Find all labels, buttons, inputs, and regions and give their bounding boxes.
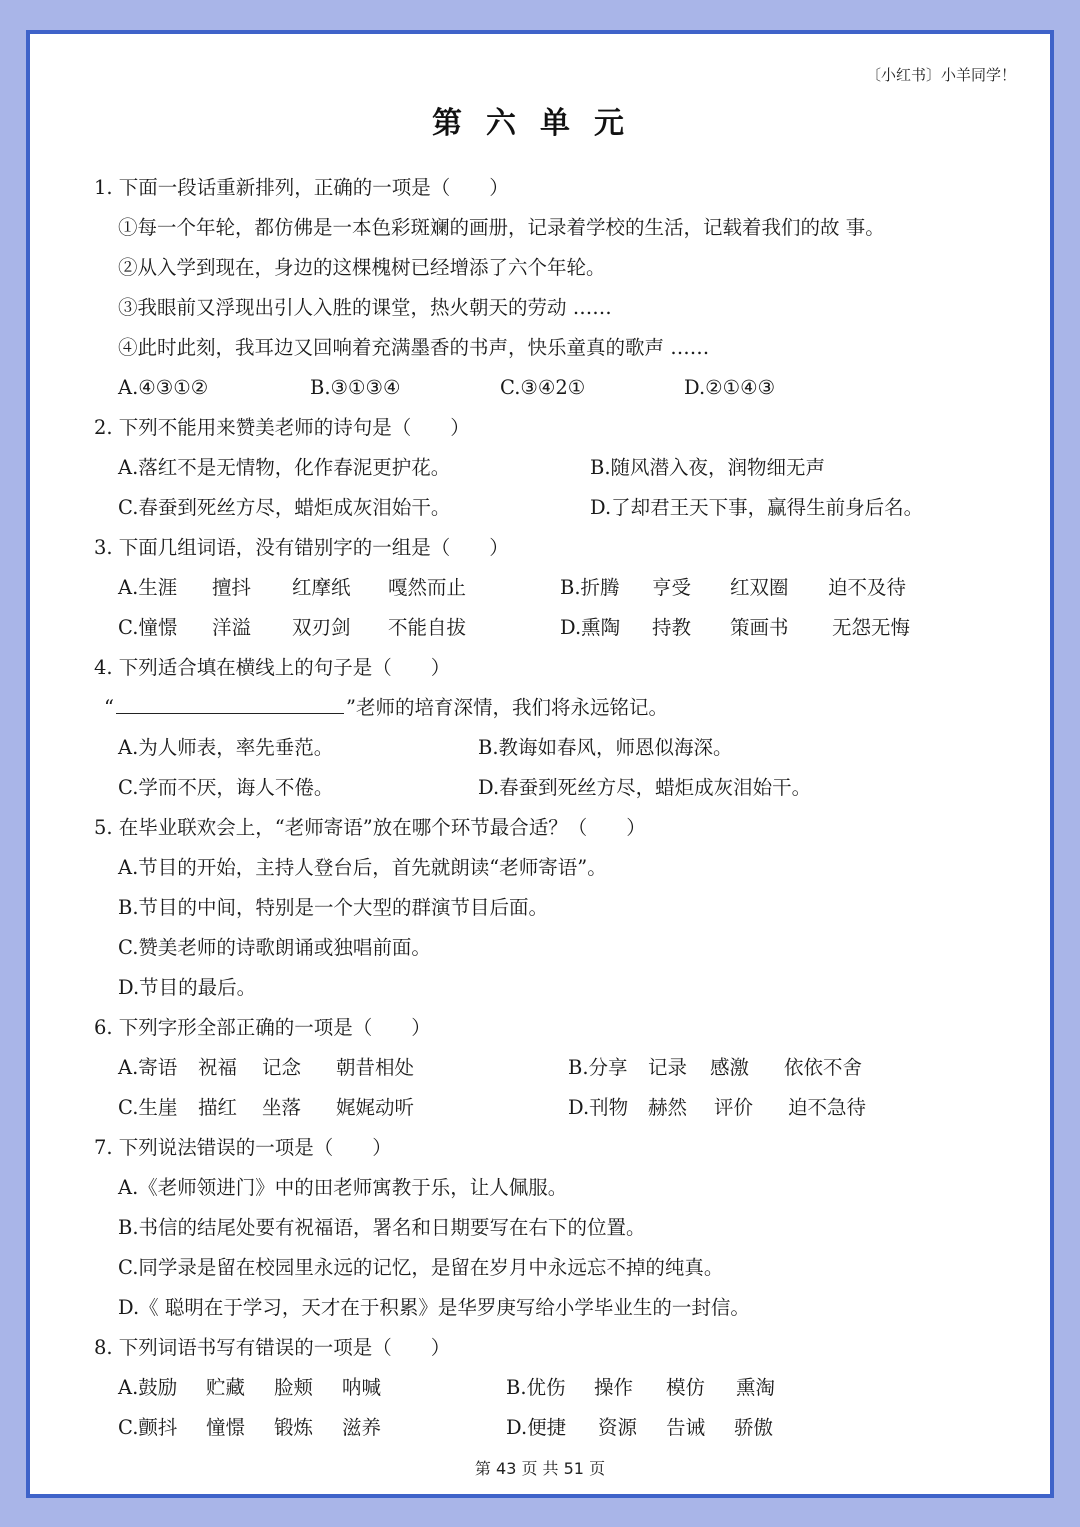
q7-option-b: B.书信的结尾处要有祝福语，署名和日期要写在右下的位置。 xyxy=(118,1216,646,1239)
question-1-stem: 1. 下面一段话重新排列，正确的一项是（ ） xyxy=(94,176,509,199)
page-frame xyxy=(26,30,1054,1498)
q2-option-b: B.随风潜入夜，润物细无声 xyxy=(590,456,826,479)
q4-option-d: D.春蚕到死丝方尽，蜡炬成灰泪始干。 xyxy=(478,776,812,799)
q7-option-d: D.《 聪明在于学习，天才在于积累》是华罗庚写给小学毕业生的一封信。 xyxy=(118,1296,750,1319)
q6-option-b-word: 依依不舍 xyxy=(784,1056,863,1079)
q3-option-c-word: C.憧憬 xyxy=(118,616,178,639)
q6-option-c-word: C.生崖 xyxy=(118,1096,178,1119)
q6-option-a-word: A.寄语 xyxy=(118,1056,178,1079)
q3-option-b-word: 亨受 xyxy=(652,576,692,599)
q6-option-b-word: 感激 xyxy=(710,1056,750,1079)
q3-option-c-word: 洋溢 xyxy=(212,616,252,639)
q1-option-c: C.③④2① xyxy=(500,376,586,399)
q3-option-a-word: A.生涯 xyxy=(118,576,178,599)
q3-option-d-word: 无怨无悔 xyxy=(832,616,911,639)
q7-option-c: C.同学录是留在校园里永远的记忆，是留在岁月中永远忘不掉的纯真。 xyxy=(118,1256,724,1279)
page-number: 第 43 页 共 51 页 xyxy=(474,1459,606,1478)
question-4-stem: 4. 下列适合填在横线上的句子是（ ） xyxy=(94,656,451,679)
q5-option-b: B.节目的中间，特别是一个大型的群演节目后面。 xyxy=(118,896,549,919)
q2-options-row-2 xyxy=(94,488,994,528)
q3-option-b-word: 迫不及待 xyxy=(828,576,907,599)
q6-option-a-word: 朝昔相处 xyxy=(336,1056,415,1079)
q7-option-a: A.《老师领进门》中的田老师寓教于乐，让人佩服。 xyxy=(118,1176,568,1199)
q8-options-row-2 xyxy=(94,1408,994,1448)
q3-option-a-word: 红摩纸 xyxy=(292,576,351,599)
q2-option-a: A.落红不是无情物，化作春泥更护花。 xyxy=(118,456,451,479)
q3-option-d-word: 持教 xyxy=(652,616,692,639)
q6-option-a-word: 记念 xyxy=(262,1056,302,1079)
q6-option-c-word: 坐落 xyxy=(262,1096,302,1119)
q6-option-d-word: 赫然 xyxy=(648,1096,688,1119)
q6-option-b-word: 记录 xyxy=(648,1056,688,1079)
q8-option-c-word: 憧憬 xyxy=(206,1416,246,1439)
page-title: 第六单元 xyxy=(432,106,648,141)
q8-option-d-word: 资源 xyxy=(598,1416,638,1439)
q1-sentence-2: ②从入学到现在，身边的这棵槐树已经增添了六个年轮。 xyxy=(118,256,606,279)
q6-option-b-word: B.分享 xyxy=(568,1056,628,1079)
q4-answer-blank xyxy=(116,689,344,714)
q6-options-row-1 xyxy=(94,1048,994,1088)
watermark: 〔小红书〕小羊同学！ xyxy=(865,66,1016,84)
q2-options-row-1 xyxy=(94,448,994,488)
q8-option-a-word: 脸颊 xyxy=(274,1376,314,1399)
q6-options-row-2 xyxy=(94,1088,994,1128)
q4-option-a: A.为人师表，率先垂范。 xyxy=(118,736,334,759)
q3-option-d-word: 策画书 xyxy=(730,616,789,639)
question-6-stem: 6. 下列字形全部正确的一项是（ ） xyxy=(94,1016,431,1039)
q8-option-d-word: 告诫 xyxy=(666,1416,706,1439)
q8-option-b-word: 操作 xyxy=(594,1376,634,1399)
q4-options-row-2 xyxy=(94,768,994,808)
q5-option-d: D.节目的最后。 xyxy=(118,976,257,999)
question-list xyxy=(94,168,994,1448)
q4-option-c: C.学而不厌，诲人不倦。 xyxy=(118,776,334,799)
q8-option-b-word: 熏淘 xyxy=(736,1376,776,1399)
q8-options-row-1 xyxy=(94,1368,994,1408)
question-8-stem: 8. 下列词语书写有错误的一项是（ ） xyxy=(94,1336,451,1359)
q3-option-a-word: 嘎然而止 xyxy=(388,576,467,599)
q4-open-quote: “ xyxy=(104,696,114,719)
q4-fill-sentence xyxy=(94,688,994,728)
q8-option-d-word: D.便捷 xyxy=(506,1416,567,1439)
q4-sentence-rest: ”老师的培育深情，我们将永远铭记。 xyxy=(345,696,668,719)
q2-option-d: D.了却君王天下事，赢得生前身后名。 xyxy=(590,496,924,519)
q1-options xyxy=(94,368,994,408)
q3-options-row-1 xyxy=(94,568,994,608)
q3-options-row-2 xyxy=(94,608,994,648)
q6-option-a-word: 祝福 xyxy=(198,1056,238,1079)
q8-option-b-word: 模仿 xyxy=(666,1376,706,1399)
q6-option-c-word: 娓娓动听 xyxy=(336,1096,415,1119)
q8-option-d-word: 骄傲 xyxy=(734,1416,774,1439)
q6-option-d-word: D.刊物 xyxy=(568,1096,629,1119)
q4-options-row-1 xyxy=(94,728,994,768)
q6-option-d-word: 迫不急待 xyxy=(788,1096,867,1119)
q1-sentence-1: ①每一个年轮，都仿佛是一本色彩斑斓的画册，记录着学校的生活，记载着我们的故 事。 xyxy=(118,216,885,239)
question-5-stem: 5. 在毕业联欢会上，“老师寄语”放在哪个环节最合适？（ ） xyxy=(94,816,646,839)
q8-option-b-word: B.优伤 xyxy=(506,1376,566,1399)
question-7-stem: 7. 下列说法错误的一项是（ ） xyxy=(94,1136,392,1159)
q8-option-c-word: 锻炼 xyxy=(274,1416,314,1439)
q4-option-b: B.教诲如春风，师恩似海深。 xyxy=(478,736,733,759)
q8-option-a-word: 贮藏 xyxy=(206,1376,246,1399)
q1-option-a: A.④③①② xyxy=(118,376,209,399)
q6-option-d-word: 评价 xyxy=(714,1096,754,1119)
question-3-stem: 3. 下面几组词语，没有错别字的一组是（ ） xyxy=(94,536,509,559)
q8-option-a-word: 呐喊 xyxy=(342,1376,382,1399)
question-2-stem: 2. 下列不能用来赞美老师的诗句是（ ） xyxy=(94,416,470,439)
q3-option-c-word: 不能自拔 xyxy=(388,616,467,639)
q1-option-b: B.③①③④ xyxy=(310,376,401,399)
q3-option-d-word: D.熏陶 xyxy=(560,616,621,639)
q3-option-b-word: B.折腾 xyxy=(560,576,620,599)
q5-option-c: C.赞美老师的诗歌朗诵或独唱前面。 xyxy=(118,936,431,959)
q3-option-c-word: 双刃剑 xyxy=(292,616,351,639)
q1-sentence-3: ③我眼前又浮现出引人入胜的课堂，热火朝天的劳动 …… xyxy=(118,296,612,319)
q3-option-b-word: 红双圈 xyxy=(730,576,789,599)
q1-option-d: D.②①④③ xyxy=(684,376,776,399)
q8-option-a-word: A.鼓励 xyxy=(118,1376,178,1399)
q1-sentence-4: ④此时此刻，我耳边又回响着充满墨香的书声，快乐童真的歌声 …… xyxy=(118,336,710,359)
q6-option-c-word: 描红 xyxy=(198,1096,238,1119)
q5-option-a: A.节目的开始，主持人登台后，首先就朗读“老师寄语”。 xyxy=(118,856,607,879)
q8-option-c-word: 滋养 xyxy=(342,1416,382,1439)
q2-option-c: C.春蚕到死丝方尽，蜡炬成灰泪始干。 xyxy=(118,496,451,519)
q8-option-c-word: C.颤抖 xyxy=(118,1416,178,1439)
q3-option-a-word: 擅抖 xyxy=(212,576,252,599)
